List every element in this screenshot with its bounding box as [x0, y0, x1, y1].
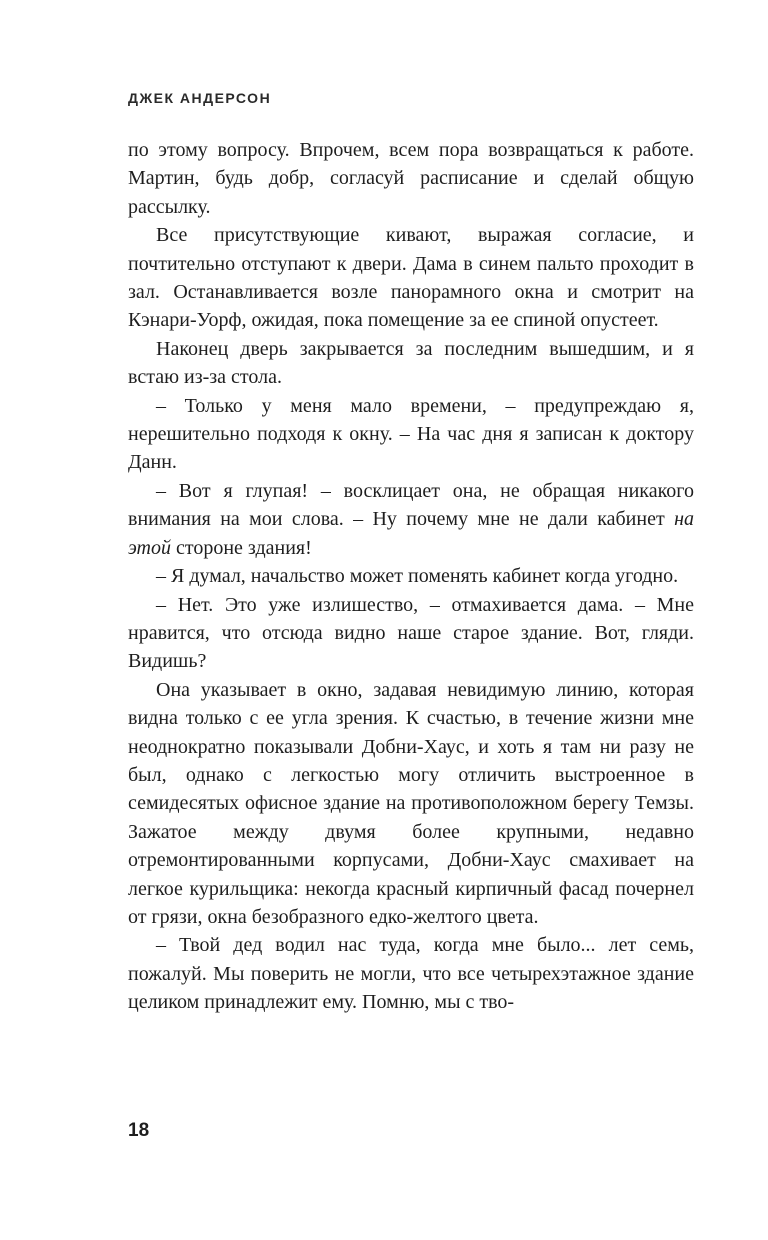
text-run: Она указывает в окно, задавая невидимую линию, которая видна только с ее угла зрения. К счастью, в течение жизни мне неоднократно показывали Добни-Хаус, и хоть я там ни разу не был, однако с легкостью могу отличить выстроенное в семидесятых офисное здание на противоположном берегу Темзы. Зажатое между двумя более крупными, недавно отремонтированными корпусами, Добни-Хаус смахивает на легкое курильщика: некогда красный кирпичный фасад почернел от грязи, окна безобразного едко-желтого цвета.	[128, 678, 694, 928]
text-run: – Я думал, начальство может поменять кабинет когда угодно.	[156, 565, 679, 588]
paragraph	[128, 477, 694, 562]
paragraph	[128, 676, 694, 932]
paragraph	[128, 931, 694, 1016]
text-run: – Вот я глупая! – восклицает она, не обращая никакого внимания на мои слова. – Ну почему мне не дали кабинет	[128, 479, 694, 531]
text-run: по этому вопросу. Впрочем, всем пора возвращаться к работе. Мартин, будь добр, согласуй расписание и сделай общую рассылку.	[128, 139, 694, 218]
text-run: стороне здания!	[171, 536, 312, 559]
text-run: Все присутствующие кивают, выражая согласие, и почтительно отступают к двери. Дама в синем пальто проходит в зал. Останавливается возле панорамного окна и смотрит на Кэнари-Уорф, ожидая, пока помещение за ее спиной опустеет.	[128, 224, 694, 332]
paragraph	[128, 562, 694, 590]
text-run: – Только у меня мало времени, – предупреждаю я, нерешительно подходя к окну. – На час дня я записан к доктору Данн.	[128, 394, 694, 474]
paragraph	[128, 591, 694, 676]
paragraph	[128, 221, 694, 335]
paragraph	[128, 392, 694, 477]
page-number: 18	[128, 1120, 150, 1141]
text-run: – Нет. Это уже излишество, – отмахивается дама. – Мне нравится, что отсюда видно наше старое здание. Вот, гляди. Видишь?	[128, 593, 694, 673]
body-text	[128, 136, 694, 1017]
paragraph	[128, 136, 694, 221]
text-run: Наконец дверь закрывается за последним вышедшим, и я встаю из-за стола.	[128, 337, 694, 389]
italic-text-run: на этой	[128, 508, 694, 559]
running-header: ДЖЕК АНДЕРСОН	[128, 90, 272, 106]
paragraph	[128, 335, 694, 392]
text-run: – Твой дед водил нас туда, когда мне было... лет семь, пожалуй. Мы поверить не могли, что все четырехэтажное здание целиком принадлежит ему. Помню, мы с тво-	[128, 934, 694, 1014]
